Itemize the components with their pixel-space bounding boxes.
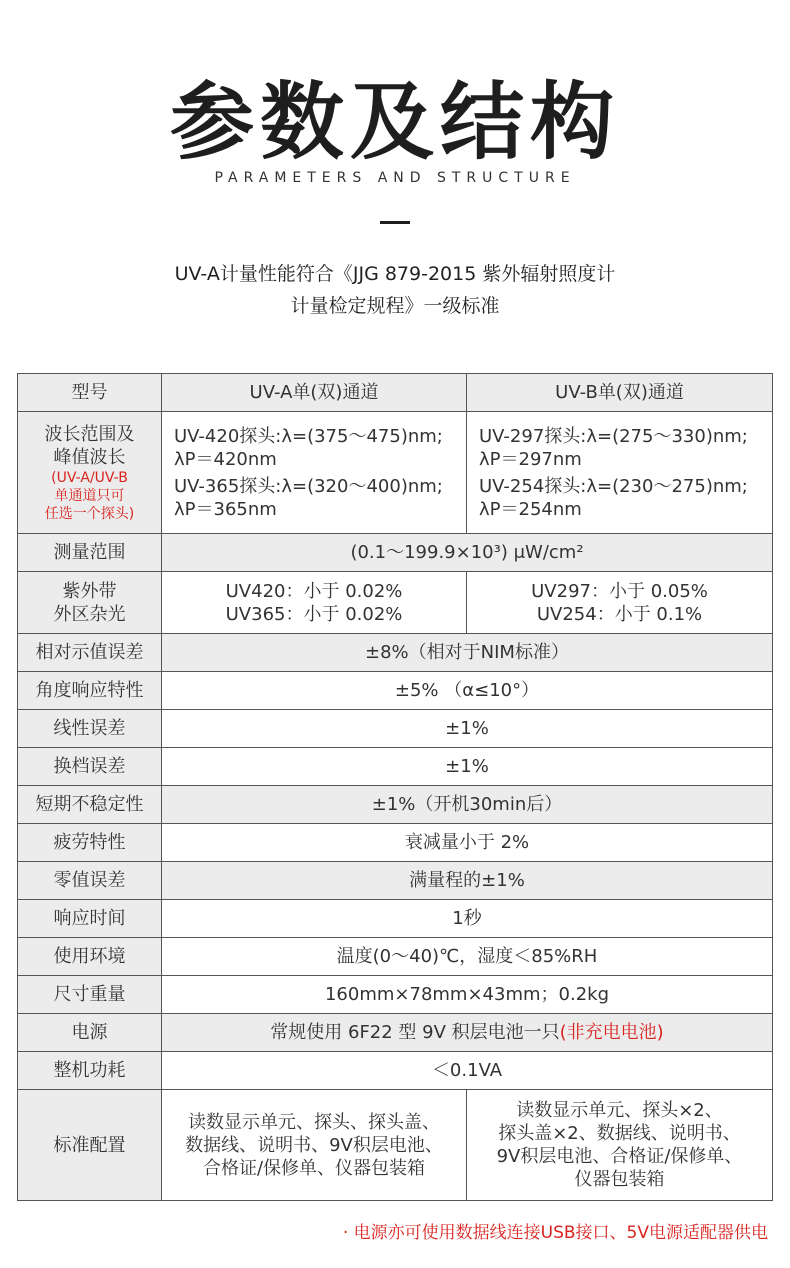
row-label: 尺寸重量 <box>18 976 162 1014</box>
table-row <box>18 634 773 672</box>
intro-line-1: UV-A计量性能符合《JJG 879-2015 紫外辐射照度计 <box>174 263 616 285</box>
row-value: 160mm×78mm×43mm；0.2kg <box>162 976 773 1014</box>
power-label: 电源 <box>18 1014 162 1052</box>
config-uvb: 读数显示单元、探头×2、 探头盖×2、数据线、说明书、 9V积层电池、合格证/保修单、 仪器包装箱 <box>467 1090 773 1201</box>
table-row <box>18 900 773 938</box>
table-row-power <box>18 1014 773 1052</box>
row-value: ±8%（相对于NIM标准） <box>162 634 773 672</box>
row-value: ±1% <box>162 710 773 748</box>
table-row-stray-light <box>18 572 773 634</box>
range-value: (0.1～199.9×10³) μW/cm² <box>162 534 773 572</box>
header-model: 型号 <box>18 374 162 412</box>
wavelength-note: (UV-A/UV-B 单通道只可 任选一个探头) <box>44 469 135 522</box>
row-label: 零值误差 <box>18 862 162 900</box>
power-note: (非充电电池) <box>559 1022 664 1043</box>
table-row-range <box>18 534 773 572</box>
table-row <box>18 710 773 748</box>
row-value: ±5% （α≤10°） <box>162 672 773 710</box>
row-label: 相对示值误差 <box>18 634 162 672</box>
table-row-config <box>18 1090 773 1201</box>
stray-uvb: UV297：小于 0.05% UV254：小于 0.1% <box>467 572 773 634</box>
page-title: 参数及结构 <box>169 73 620 171</box>
row-value: 1秒 <box>162 900 773 938</box>
wavelength-label: 波长范围及 峰值波长 (UV-A/UV-B 单通道只可 任选一个探头) <box>18 412 162 534</box>
title-divider <box>380 221 410 224</box>
row-label: 角度响应特性 <box>18 672 162 710</box>
page-subtitle: PARAMETERS AND STRUCTURE <box>214 170 576 186</box>
row-label: 短期不稳定性 <box>18 786 162 824</box>
table-row <box>18 862 773 900</box>
table-row <box>18 938 773 976</box>
table-row <box>18 824 773 862</box>
table-header-row <box>18 374 773 412</box>
row-label: 换档误差 <box>18 748 162 786</box>
consumption-value: ＜0.1VA <box>162 1052 773 1090</box>
table-row <box>18 976 773 1014</box>
spec-table <box>17 373 773 1201</box>
table-row <box>18 748 773 786</box>
header-uvb: UV-B单(双)通道 <box>467 374 773 412</box>
consumption-label: 整机功耗 <box>18 1052 162 1090</box>
wavelength-uvb: UV-297探头:λ=(275～330)nm; λP＝297nm UV-254探头:λ=(230～275)nm; λP＝254nm <box>467 412 773 534</box>
row-value: ±1% <box>162 748 773 786</box>
stray-label: 紫外带 外区杂光 <box>18 572 162 634</box>
table-row <box>18 786 773 824</box>
row-label: 线性误差 <box>18 710 162 748</box>
header-uva: UV-A单(双)通道 <box>162 374 467 412</box>
config-uva: 读数显示单元、探头、探头盖、 数据线、说明书、9V积层电池、 合格证/保修单、仪器包装箱 <box>162 1090 467 1201</box>
stray-uva: UV420：小于 0.02% UV365：小于 0.02% <box>162 572 467 634</box>
intro-line-2: 计量检定规程》一级标准 <box>290 295 500 317</box>
row-label: 响应时间 <box>18 900 162 938</box>
wavelength-uva: UV-420探头:λ=(375～475)nm; λP＝420nm UV-365探头:λ=(320～400)nm; λP＝365nm <box>162 412 467 534</box>
row-value: 满量程的±1% <box>162 862 773 900</box>
intro-text <box>0 258 790 322</box>
power-value: 常规使用 6F22 型 9V 积层电池一只(非充电电池) <box>162 1014 773 1052</box>
config-label: 标准配置 <box>18 1090 162 1201</box>
table-row-wavelength <box>18 412 773 534</box>
footnote: · 电源亦可使用数据线连接USB接口、5V电源适配器供电 <box>342 1223 768 1243</box>
row-value: 温度(0～40)℃，湿度＜85%RH <box>162 938 773 976</box>
table-row-consumption <box>18 1052 773 1090</box>
range-label: 测量范围 <box>18 534 162 572</box>
table-row <box>18 672 773 710</box>
row-value: 衰减量小于 2% <box>162 824 773 862</box>
row-label: 使用环境 <box>18 938 162 976</box>
row-label: 疲劳特性 <box>18 824 162 862</box>
row-value: ±1%（开机30min后） <box>162 786 773 824</box>
